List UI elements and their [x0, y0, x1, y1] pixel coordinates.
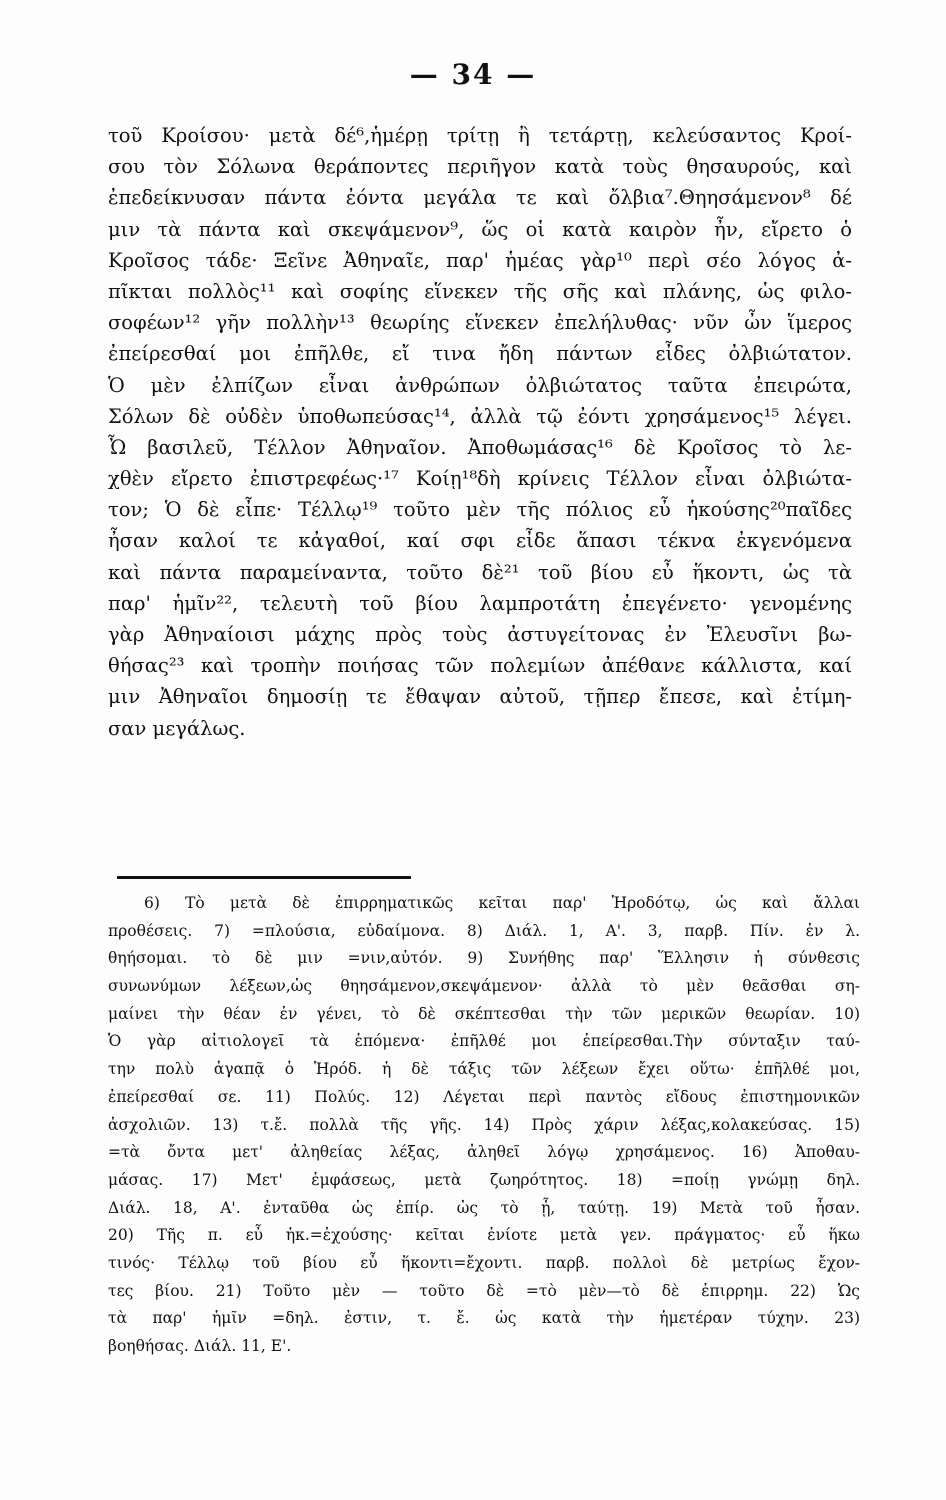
text-line: ἦσαν καλοί τε κἀγαθοί, καί σφι εἶδε ἅπασι τέκνα ἐκγενόμενα	[108, 529, 852, 553]
text-line: μιν τὰ πάντα καὶ σκεψάμενον⁹, ὥς οἱ κατὰ καιρὸν ἦν, εἴρετο ὁ	[108, 217, 852, 241]
footnote-line: Διάλ. 18, Α'. ἐνταῦθα ὡς ἐπίρ. ὡς τὸ ᾗ, ταύτῃ. 19) Μετὰ τοῦ ἦσαν.	[108, 1198, 860, 1217]
footnote-line: μάσας. 17) Μετ' ἐμφάσεως, μετὰ ζωηρότητος. 18) =ποίῃ γνώμῃ δηλ.	[108, 1170, 860, 1189]
text-line: σοφέων¹² γῆν πολλὴν¹³ θεωρίης εἵνεκεν ἐπελήλυθας· νῦν ὦν ἵμερος	[108, 311, 852, 335]
footnote-line: μαίνει τὴν θέαν ἐν γένει, τὸ δὲ σκέπτεσθαι τὴν τῶν μερικῶν θεωρίαν. 10)	[108, 1004, 860, 1023]
text-line: Ὦ βασιλεῦ, Τέλλον Ἀθηναῖον. Ἀποθωμάσας¹⁶ δὲ Κροῖσος τὸ λε-	[108, 435, 852, 459]
footnote-line: Ὁ γὰρ αἰτιολογεῖ τὰ ἑπόμενα· ἐπῆλθέ μοι ἐπείρεσθαι.Τὴν σύνταξιν ταύ-	[108, 1032, 860, 1051]
footnote-line: 20) Τῆς π. εὖ ἡκ.=ἐχούσης· κεῖται ἐνίοτε μετὰ γεν. πράγματος· εὖ ἥκω	[108, 1226, 860, 1245]
text-line: σου τὸν Σόλωνα θεράποντες περιῆγον κατὰ τοὺς θησαυρούς, καὶ	[108, 155, 852, 179]
main-text	[108, 120, 852, 744]
footnote-line: ἀσχολιῶν. 13) τ.ἔ. πολλὰ τῆς γῆς. 14) Πρὸς χάριν λέξας,κολακεύσας. 15)	[108, 1115, 860, 1134]
text-line: σαν μεγάλως.	[108, 716, 246, 740]
text-line: τοῦ Κροίσου· μετὰ δέ⁶,ἡμέρῃ τρίτῃ ἢ τετάρτῃ, κελεύσαντος Κροί-	[108, 124, 852, 147]
footnote-line: 6) Τὸ μετὰ δὲ ἐπιρρηματικῶς κεῖται παρ' Ἡροδότῳ, ὡς καὶ ἄλλαι	[144, 894, 860, 912]
footnote-line: βοηθήσας. Διάλ. 11, Ε'.	[108, 1337, 292, 1355]
text-line: χθὲν εἴρετο ἐπιστρεφέως·¹⁷ Κοίῃ¹⁸δὴ κρίνεις Τέλλον εἶναι ὀλβιώτα-	[108, 467, 852, 491]
footnote-line: τὰ παρ' ἡμῖν =δηλ. ἐστιν, τ. ἔ. ὡς κατὰ τὴν ἡμετέραν τύχην. 23)	[108, 1309, 860, 1328]
text-line: τον; Ὁ δὲ εἶπε· Τέλλῳ¹⁹ τοῦτο μὲν τῆς πόλιος εὖ ἡκούσης²⁰παῖδες	[108, 498, 852, 522]
footnote-divider	[117, 876, 411, 879]
text-line: καὶ πάντα παραμείναντα, τοῦτο δὲ²¹ τοῦ βίου εὖ ἥκοντι, ὡς τὰ	[108, 560, 852, 584]
text-line: Ὁ μὲν ἐλπίζων εἶναι ἀνθρώπων ὀλβιώτατος ταῦτα ἐπειρώτα,	[108, 373, 852, 397]
text-line: θήσας²³ καὶ τροπὴν ποιήσας τῶν πολεμίων ἀπέθανε κάλλιστα, καί	[108, 654, 852, 678]
footnotes	[108, 890, 860, 1361]
footnote-line: προθέσεις. 7) =πλούσια, εὐδαίμονα. 8) Διάλ. 1, Α'. 3, παρβ. Πίν. ἐν λ.	[108, 921, 860, 940]
text-line: πῖκται πολλὸς¹¹ καὶ σοφίης εἵνεκεν τῆς σῆς καὶ πλάνης, ὡς φιλο-	[108, 279, 852, 303]
text-line: παρ' ἡμῖν²², τελευτὴ τοῦ βίου λαμπροτάτη ἐπεγένετο· γενομένης	[108, 591, 852, 615]
text-line: μιν Ἀθηναῖοι δημοσίῃ τε ἔθαψαν αὐτοῦ, τῇπερ ἔπεσε, καὶ ἐτίμη-	[108, 685, 852, 709]
text-line: ἐπείρεσθαί μοι ἐπῆλθε, εἴ τινα ἤδη πάντων εἶδες ὀλβιώτατον.	[108, 342, 852, 366]
footnote-line: συνωνύμων λέξεων,ὡς θηησάμενον,σκεψάμενον· ἀλλὰ τὸ μὲν θεᾶσθαι ση-	[108, 977, 860, 996]
page-number: — 34 —	[409, 58, 537, 91]
text-line: ἐπεδείκνυσαν πάντα ἐόντα μεγάλα τε καὶ ὄλβια⁷.Θηησάμενον⁸ δέ	[108, 186, 852, 210]
footnote-line: την πολὺ ἀγαπᾷ ὁ Ἡρόδ. ἡ δὲ τάξις τῶν λέξεων ἔχει οὕτω· ἐπῆλθέ μοι,	[108, 1060, 860, 1079]
text-line: γὰρ Ἀθηναίοισι μάχης πρὸς τοὺς ἀστυγείτονας ἐν Ἐλευσῖνι βω-	[108, 623, 852, 646]
footnote-line: θηήσομαι. τὸ δὲ μιν =νιν,αὐτόν. 9) Συνήθης παρ' Ἕλλησιν ἡ σύνθεσις	[108, 949, 860, 968]
text-line: Σόλων δὲ οὐδὲν ὑποθωπεύσας¹⁴, ἀλλὰ τῷ ἐόντι χρησάμενος¹⁵ λέγει.	[108, 404, 852, 428]
text-line: Κροῖσος τάδε· Ξεῖνε Ἀθηναῖε, παρ' ἡμέας γὰρ¹⁰ περὶ σέο λόγος ἀ-	[108, 248, 852, 272]
footnote-line: τινός· Τέλλῳ τοῦ βίου εὖ ἥκοντι=ἔχοντι. παρβ. πολλοὶ δὲ μετρίως ἔχον-	[108, 1253, 860, 1272]
footnote-line: =τὰ ὄντα μετ' ἀληθείας λέξας, ἀληθεῖ λόγῳ χρησάμενος. 16) Ἀποθαυ-	[108, 1143, 860, 1162]
footnote-line: τες βίου. 21) Τοῦτο μὲν — τοῦτο δὲ =τὸ μὲν—τὸ δὲ ἐπιρρημ. 22) Ὡς	[108, 1281, 860, 1300]
footnote-line: ἐπείρεσθαί σε. 11) Πολύς. 12) Λέγεται περὶ παντὸς εἴδους ἐπιστημονικῶν	[108, 1087, 860, 1106]
